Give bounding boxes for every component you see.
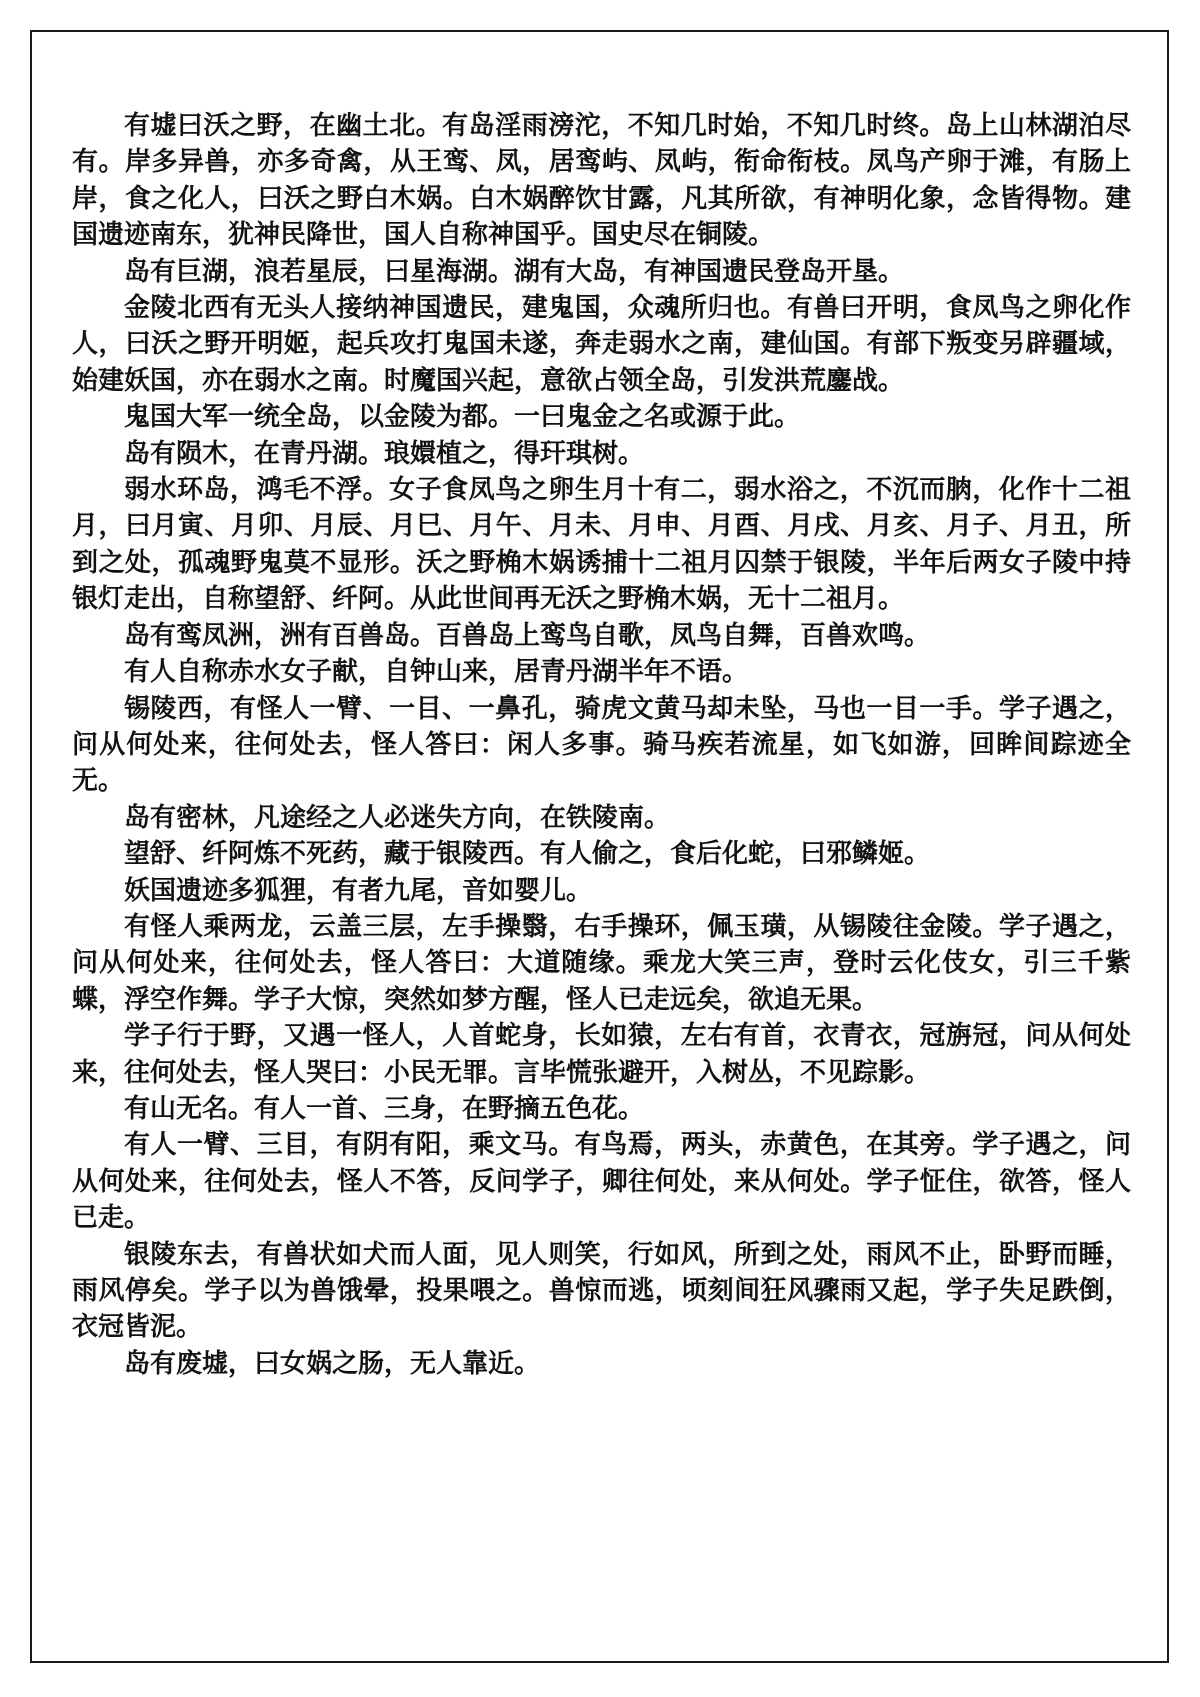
- paragraph-8: 有人自称赤水女子献，自钟山来，居青丹湖半年不语。: [124, 657, 749, 688]
- paragraph-2: 岛有巨湖，浪若星辰，曰星海湖。湖有大岛，有神国遗民登岛开垦。: [124, 256, 905, 287]
- paragraph-7: 岛有鸾凤洲，洲有百兽岛。百兽岛上鸾鸟自歌，凤鸟自舞，百兽欢鸣。: [124, 620, 931, 651]
- paragraph-9: 锡陵西，有怪人一臂、一目、一鼻孔，骑虎文黄马却未坠，马也一目一手。学子遇之，问从何处来，往何处去，怪人答曰：闲人多事。骑马疾若流星，如飞如游，回眸间踪迹全无。: [72, 693, 1131, 797]
- paragraph-14: 学子行于野，又遇一怪人，人首蛇身，长如猿，左右有首，衣青衣，冠旃冠，问从何处来，往何处去，怪人哭曰：小民无罪。言毕慌张避开，入树丛，不见踪影。: [72, 1021, 1131, 1088]
- document-body: [72, 108, 1131, 1382]
- paragraph-11: 望舒、纤阿炼不死药，藏于银陵西。有人偷之，食后化蛇，曰邪鳞姬。: [124, 839, 931, 870]
- paragraph-3: 金陵北西有无头人接纳神国遗民，建鬼国，众魂所归也。有兽曰开明，食凤鸟之卵化作人，曰沃之野开明姬，起兵攻打鬼国未遂，奔走弱水之南，建仙国。有部下叛变另辟疆域，始建妖国，亦在弱水之南。时魔国兴起，意欲占领全岛，引发洪荒鏖战。: [72, 293, 1131, 396]
- page-frame: [30, 30, 1169, 1663]
- paragraph-13: 有怪人乘两龙，云盖三层，左手操翳，右手操环，佩玉璜，从锡陵往金陵。学子遇之，问从何处来，往何处去，怪人答曰：大道随缘。乘龙大笑三声，登时云化伎女，引三千紫蝶，浮空作舞。学子大惊，突然如梦方醒，怪人已走远矣，欲追无果。: [72, 911, 1131, 1015]
- paragraph-10: 岛有密林，凡途经之人必迷失方向，在铁陵南。: [124, 802, 671, 833]
- paragraph-15: 有山无名。有人一首、三身，在野摘五色花。: [124, 1093, 645, 1124]
- paragraph-4: 鬼国大军一统全岛，以金陵为都。一曰鬼金之名或源于此。: [124, 402, 801, 433]
- paragraph-1: 有墟曰沃之野，在幽土北。有岛淫雨滂沱，不知几时始，不知几时终。岛上山林湖泊尽有。岸多异兽，亦多奇禽，从王鸾、凤，居鸾屿、凤屿，衔命衔枝。凤鸟产卵于滩，有肠上岸，食之化人，曰沃之野白木娲。白木娲醉饮甘露，凡其所欲，有神明化象，念皆得物。建国遗迹南东，犹神民降世，国人自称神国乎。国史尽在铜陵。: [72, 111, 1131, 251]
- paragraph-17: 银陵东去，有兽状如犬而人面，见人则笑，行如风，所到之处，雨风不止，卧野而睡，雨风停矣。学子以为兽饿晕，投果喂之。兽惊而逃，顷刻间狂风骤雨又起，学子失足跌倒，衣冠皆泥。: [72, 1239, 1131, 1343]
- paragraph-5: 岛有陨木，在青丹湖。琅嬛植之，得玕琪树。: [124, 438, 645, 469]
- paragraph-12: 妖国遗迹多狐狸，有者九尾，音如婴儿。: [124, 875, 593, 906]
- paragraph-16: 有人一臂、三目，有阴有阳，乘文马。有鸟焉，两头，赤黄色，在其旁。学子遇之，问从何处来，往何处去，怪人不答，反问学子，卿往何处，来从何处。学子怔住，欲答，怪人已走。: [72, 1130, 1131, 1234]
- paragraph-18: 岛有废墟，曰女娲之肠，无人靠近。: [124, 1348, 541, 1379]
- paragraph-6: 弱水环岛，鸿毛不浮。女子食凤鸟之卵生月十有二，弱水浴之，不沉而朒，化作十二祖月，曰月寅、月卯、月辰、月巳、月午、月未、月申、月酉、月戌、月亥、月子、月丑，所到之处，孤魂野鬼莫不显形。沃之野桷木娲诱捕十二祖月囚禁于银陵，半年后两女子陵中持银灯走出，自称望舒、纤阿。从此世间再无沃之野桷木娲，无十二祖月。: [72, 475, 1131, 615]
